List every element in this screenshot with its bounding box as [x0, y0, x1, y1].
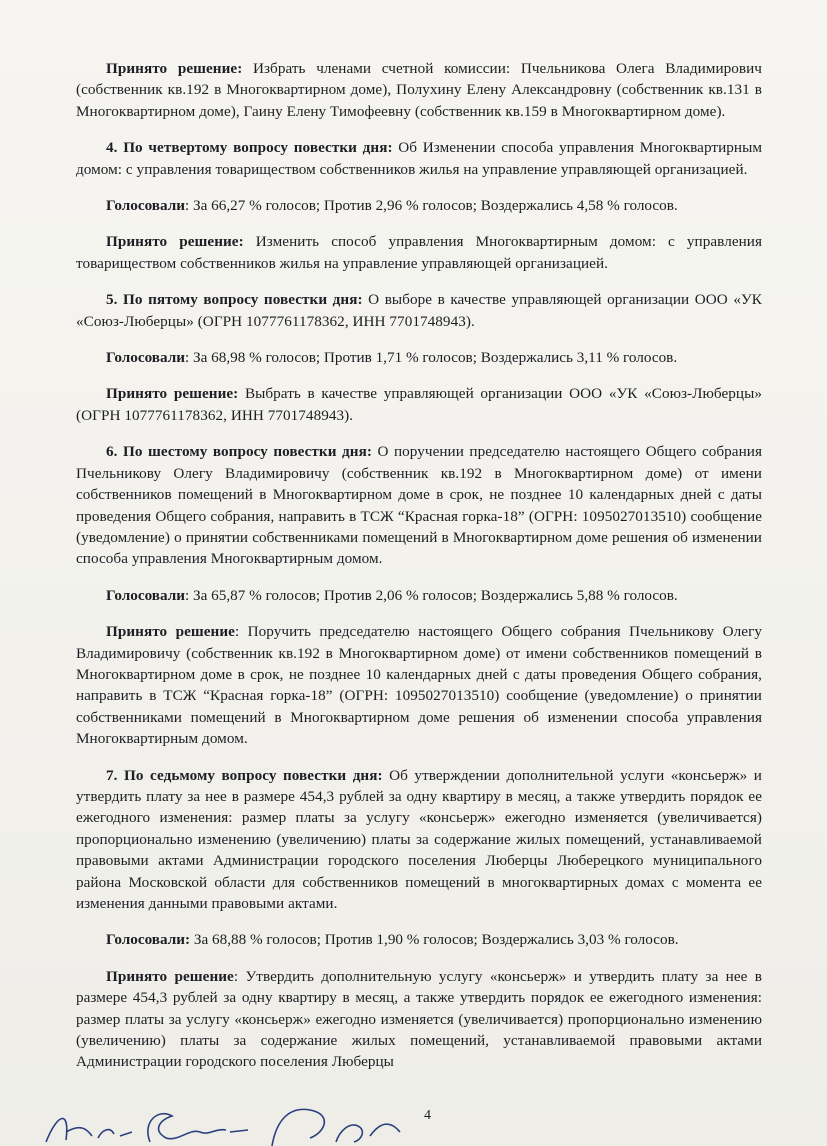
agenda-heading: 4. По четвертому вопросу повестки дня:: [106, 139, 393, 157]
document-body: [76, 58, 762, 1088]
vote-label: Голосовали: [106, 349, 185, 367]
agenda-item-4: [76, 137, 762, 180]
decision-7: [76, 966, 762, 1073]
decision-label: Принято решение:: [106, 385, 239, 403]
vote-text: За 68,88 % голосов; Против 1,90 % голосов; Воздержались 3,03 % голосов.: [190, 931, 679, 949]
signature-1: [46, 1118, 132, 1142]
decision-label: Принято решение:: [106, 233, 244, 251]
agenda-item-6: [76, 441, 762, 569]
decision-4: [76, 231, 762, 274]
agenda-item-5: [76, 289, 762, 332]
agenda-text: О выборе в качестве управляющей организации ООО «УК «Союз-Люберцы» (ОГРН 1077761178362, ИНН 7701748943).: [76, 291, 762, 330]
decision-text: Избрать членами счетной комиссии: Пчельникова Олега Владимирович (собственник кв.192 в Многоквартирном доме), Полухину Елену Александровну (собственник кв.131 в Многоквартирном доме), Гаину Елену Тимофеевну (собственник кв.159 в Многоквартирном доме).: [76, 60, 763, 120]
vote-result-4: [76, 195, 762, 216]
vote-label: Голосовали:: [106, 931, 191, 949]
agenda-heading: 5. По пятому вопросу повестки дня:: [106, 291, 363, 309]
agenda-text: Об утверждении дополнительной услуги «консьерж» и утвердить плату за нее в размере 454,3 рублей за одну квартиру в месяц, а также утвердить порядок ее ежегодного изменения: размер платы за услугу «консьерж» ежегодно изменяется (увеличивается) пропорционально изменению (увеличению) платы за содержание жилых помещений, устанавливаемой правовыми актами Администрации городского поселения Люберцы Люберецкого муниципального района Московской области для собственников помещений в многоквартирных домах с момента ее изменения данными правовыми актами.: [76, 766, 762, 912]
decision-text: Выбрать в качестве управляющей организации ООО «УК «Союз-Люберцы» (ОГРН 1077761178362, ИНН 7701748943).: [76, 385, 762, 424]
decision-text: Изменить способ управления Многоквартирным домом: с управления товариществом собственников жилья на управление управляющей организацией.: [76, 233, 763, 272]
decision-label: Принято решение:: [106, 60, 243, 77]
handwritten-signatures: [40, 1102, 410, 1146]
agenda-text: Об Изменении способа управления Многоквартирным домом: с управления товариществом собственников жилья на управление управляющей организацией.: [76, 139, 763, 178]
decision-text: : Поручить председателю настоящего Общего собрания Пчельникову Олегу Владимировичу (собственник кв.192 в Многоквартирном доме) от имени собственников помещений в Многоквартирном доме в срок, не позднее 10 календарных дней с даты проведения Общего собрания, направить в ТСЖ “Красная горка-18” (ОГРН: 1095027013510) сообщение (уведомление) о принятии собственниками помещений в Многоквартирном доме решения об изменении способа управления Многоквартирным домом.: [76, 623, 762, 748]
vote-text: : За 66,27 % голосов; Против 2,96 % голосов; Воздержались 4,58 % голосов.: [185, 197, 678, 215]
vote-label: Голосовали: [106, 197, 185, 215]
decision-6: [76, 621, 762, 749]
agenda-heading: 6. По шестому вопросу повестки дня:: [106, 443, 372, 461]
decision-label: Принято решение: [106, 623, 235, 641]
vote-label: Голосовали: [106, 586, 185, 604]
vote-text: : За 65,87 % голосов; Против 2,06 % голосов; Воздержались 5,88 % голосов.: [185, 586, 678, 604]
agenda-item-7: [76, 765, 762, 915]
agenda-text: О поручении председателю настоящего Общего собрания Пчельникову Олегу Владимировичу (собственник кв.192 в Многоквартирном доме) от имени собственников помещений в Многоквартирном доме в срок, не позднее 10 календарных дней с даты проведения Общего собрания, направить в ТСЖ “Красная горка-18” (ОГРН: 1095027013510) сообщение (уведомление) о принятии собственниками помещений в Многоквартирном доме решения об изменении способа управления Многоквартирным домом.: [76, 443, 762, 568]
signature-2: [148, 1114, 248, 1142]
vote-result-7: [76, 929, 762, 950]
decision-text: : Утвердить дополнительную услугу «консьерж» и утвердить плату за нее в размере 454,3 рублей за одну квартиру в месяц, а также утвердить порядок ее ежегодного изменения: размер платы за услугу «консьерж» ежегодно изменяется (увеличивается) пропорционально изменению (увеличению) платы за содержание жилых помещений, устанавливаемой правовыми актами Администрации городского поселения Люберцы: [76, 967, 762, 1071]
decision-counting-commission: [76, 58, 762, 122]
page-number: 4: [424, 1108, 431, 1123]
decision-5: [76, 383, 762, 426]
decision-label: Принято решение: [106, 967, 234, 985]
vote-result-6: [76, 585, 762, 606]
agenda-heading: 7. По седьмому вопросу повестки дня:: [106, 766, 383, 784]
signature-3: [272, 1109, 400, 1146]
vote-result-5: [76, 347, 762, 368]
vote-text: : За 68,98 % голосов; Против 1,71 % голосов; Воздержались 3,11 % голосов.: [185, 349, 678, 367]
